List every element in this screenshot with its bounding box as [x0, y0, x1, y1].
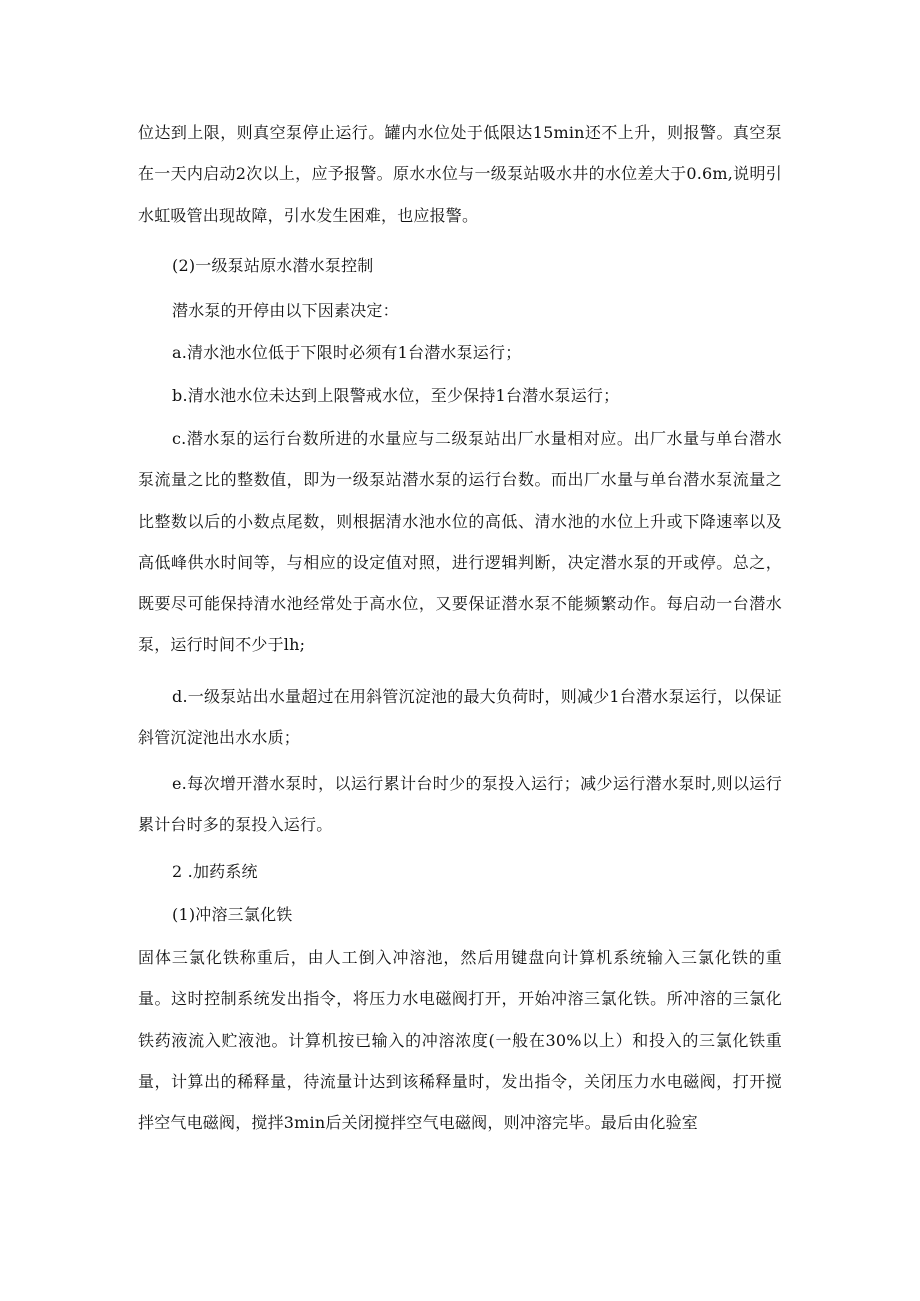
list-item-b: b.清水池水位未达到上限警戒水位，至少保持1台潜水泵运行； [172, 386, 620, 405]
list-item-d: d.一级泵站出水量超过在用斜管沉淀池的最大负荷时，则减少1台潜水泵运行，以保证斜管沉淀池出水水质； [138, 687, 782, 748]
paragraph-ferric-chloride: 固体三氯化铁称重后，由人工倒入冲溶池，然后用键盘向计算机系统输入三氯化铁的重量。这时控制系统发出指令，将压力水电磁阀打开，开始冲溶三氯化铁。所冲溶的三氯化铁药液流入贮液池。计算机按已输入的冲溶浓度(一般在30%以上）和投入的三氯化铁重量，计算出的稀释量，待流量计达到该稀释量时，发出指令，关闭压力水电磁阀，打开搅拌空气电磁阀，搅拌3min后关闭搅拌空气电磁阀，则冲溶完毕。最后由化验室 [138, 948, 782, 1133]
list-item-e: e.每次增开潜水泵时，以运行累计台时少的泵投入运行；减少运行潜水泵时,则以运行累计台时多的泵投入运行。 [138, 774, 782, 835]
heading-pump-control: (2)一级泵站原水潜水泵控制 [172, 256, 374, 275]
heading-dosing-system: 2 .加药系统 [172, 862, 258, 881]
paragraph-factors: 潜水泵的开停由以下因素决定： [172, 301, 399, 320]
list-item-c: c.潜水泵的运行台数所进的水量应与二级泵站出厂水量相对应。出厂水量与单台潜水泵流量之比的整数值，即为一级泵站潜水泵的运行台数。而出厂水量与单台潜水泵流量之比整数以后的小数点尾数，则根据清水池水位的高低、清水池的水位上升或下降速率以及高低峰供水时间等，与相应的设定值对照，进行逻辑判断，决定潜水泵的开或停。总之，既要尽可能保持清水池经常处于高水位，又要保证潜水泵不能频繁动作。每启动一台潜水泵，运行时间不少于lh; [138, 429, 782, 655]
paragraph-vacuum-alarm: 位达到上限，则真空泵停止运行。罐内水位处于低限达15min还不上升，则报警。真空泵在一天内启动2次以上，应予报警。原水水位与一级泵站吸水井的水位差大于0.6m,说明引水虹吸管出现故障，引水发生困难，也应报警。 [138, 123, 782, 225]
heading-ferric-chloride: (1)冲溶三氯化铁 [172, 905, 293, 924]
list-item-a: a.清水池水位低于下限时必须有1台潜水泵运行； [172, 343, 522, 362]
